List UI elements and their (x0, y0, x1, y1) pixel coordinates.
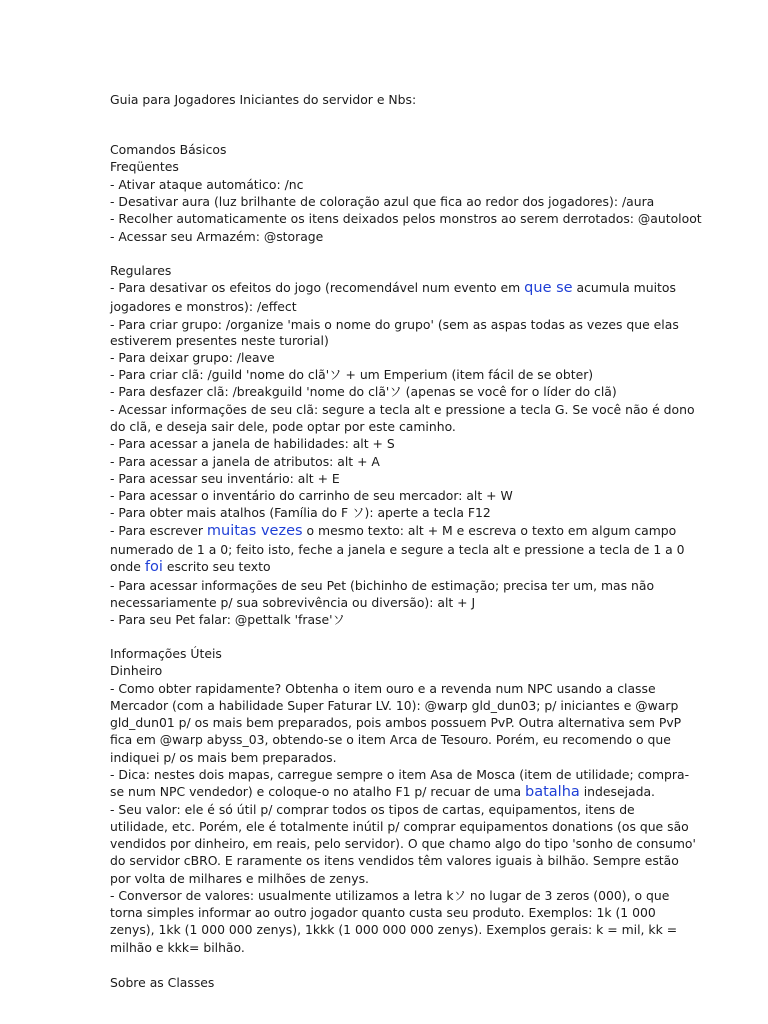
list-item-continuation: jogadores e monstros): /effect (110, 299, 297, 314)
list-item: - Seu valor: ele é só útil p/ comprar todos os tipos de cartas, equipamentos, itens de (110, 802, 635, 817)
list-item: - Para acessar seu inventário: alt + E (110, 471, 340, 486)
list-item-continuation: milhão e kkk= bilhão. (110, 940, 245, 955)
link-muitas-vezes[interactable]: muitas vezes (206, 523, 303, 539)
list-item: - Para acessar a janela de habilidades: alt + S (110, 436, 395, 451)
list-item-continuation: se num NPC vendedor) e coloque-o no atalho F1 p/ recuar de uma batalha indesejada. (110, 784, 655, 800)
list-item: - Para desfazer clã: /breakguild 'nome do clã'ソ (apenas se você for o líder do clã) (110, 384, 617, 399)
list-item-continuation: vendidos por dinheiro, em reais, pelo servidor). O que chamo algo do tipo 'sonho de consumo' (110, 836, 696, 851)
list-item: - Ativar ataque automático: /nc (110, 177, 304, 192)
list-item-continuation: do servidor cBRO. E raramente os itens vendidos têm valores iguais à bilhão. Sempre estão (110, 853, 679, 868)
list-item: - Dica: nestes dois mapas, carregue sempre o item Asa de Mosca (item de utilidade; compra- (110, 767, 690, 782)
link-que-se[interactable]: que se (524, 280, 573, 296)
list-item-continuation: numerado de 1 a 0; feito isto, feche a janela e segure a tecla alt e pressione a tecla de 1 a 0 (110, 542, 685, 557)
list-item-continuation: necessariamente p/ sua sobrevivência ou diversão): alt + J (110, 595, 476, 610)
subheading-regular: Regulares (110, 263, 172, 278)
list-item: - Para deixar grupo: /leave (110, 350, 275, 365)
list-item: - Para criar clã: /guild 'nome do clã'ソ + um Emperium (item fácil de se obter) (110, 367, 594, 382)
list-item: - Para acessar o inventário do carrinho de seu mercador: alt + W (110, 488, 513, 503)
list-item: - Acessar seu Armazém: @storage (110, 229, 324, 244)
list-item: - Para criar grupo: /organize 'mais o nome do grupo' (sem as aspas todas as vezes que elas (110, 317, 679, 332)
list-item-continuation: indiquei p/ os mais bem preparados. (110, 750, 337, 765)
list-item: - Para obter mais atalhos (Família do F ソ): aperte a tecla F12 (110, 505, 491, 520)
list-item-continuation: torna simples informar ao outro jogador quanto custa seu produto. Exemplos: 1k (1 000 (110, 905, 656, 920)
list-item-continuation: gld_dun01 p/ os mais bem preparados, pois ambos possuem PvP. Outra alternativa sem PvP (110, 715, 682, 730)
section-heading-classes: Sobre as Classes (110, 975, 215, 990)
link-batalha[interactable]: batalha (525, 784, 580, 800)
document-title: Guia para Jogadores Iniciantes do servidor e Nbs: (110, 92, 417, 107)
list-item: - Para escrever muitas vezes o mesmo texto: alt + M e escreva o texto em algum campo (110, 523, 677, 539)
section-heading-useful: Informações Úteis (110, 646, 222, 661)
list-item: - Para seu Pet falar: @pettalk 'frase'ソ (110, 612, 345, 627)
list-item-continuation: fica em @warp abyss_03, obtendo-se o item Arca de Tesouro. Porém, eu recomendo o que (110, 732, 671, 747)
list-item: - Conversor de valores: usualmente utilizamos a letra kソ no lugar de 3 zeros (000), o que (110, 888, 670, 903)
subheading-money: Dinheiro (110, 663, 163, 678)
list-item: - Para acessar a janela de atributos: alt + A (110, 454, 380, 469)
link-foi[interactable]: foi (144, 559, 163, 575)
list-item-continuation: do clã, e deseja sair dele, pode optar por este caminho. (110, 419, 456, 434)
section-heading-commands: Comandos Básicos (110, 142, 227, 157)
list-item: - Recolher automaticamente os itens deixados pelos monstros ao serem derrotados: @autoloot (110, 211, 702, 226)
list-item: - Para acessar informações de seu Pet (bichinho de estimação; precisa ter um, mas não (110, 578, 655, 593)
list-item: - Desativar aura (luz brilhante de coloração azul que fica ao redor dos jogadores): /aura (110, 194, 655, 209)
list-item: - Como obter rapidamente? Obtenha o item ouro e a revenda num NPC usando a classe (110, 681, 656, 696)
subheading-frequent: Freqüentes (110, 159, 179, 174)
list-item-continuation: Mercador (com a habilidade Super Faturar LV. 10): @warp gld_dun03; p/ iniciantes e @warp (110, 698, 679, 713)
list-item: - Para desativar os efeitos do jogo (recomendável num evento em que se acumula muitos (110, 280, 676, 296)
list-item: - Acessar informações de seu clã: segure a tecla alt e pressione a tecla G. Se você não é dono (110, 402, 695, 417)
list-item-continuation: onde foi escrito seu texto (110, 559, 271, 575)
list-item-continuation: zenys), 1kk (1 000 000 zenys), 1kkk (1 000 000 000 zenys). Exemplos gerais: k = mil, kk = (110, 922, 678, 937)
list-item-continuation: estiverem presentes neste turorial) (110, 333, 329, 348)
list-item-continuation: por volta de milhares e milhões de zenys. (110, 871, 369, 886)
list-item-continuation: utilidade, etc. Porém, ele é totalmente inútil p/ comprar equipamentos donations (os que são (110, 819, 689, 834)
